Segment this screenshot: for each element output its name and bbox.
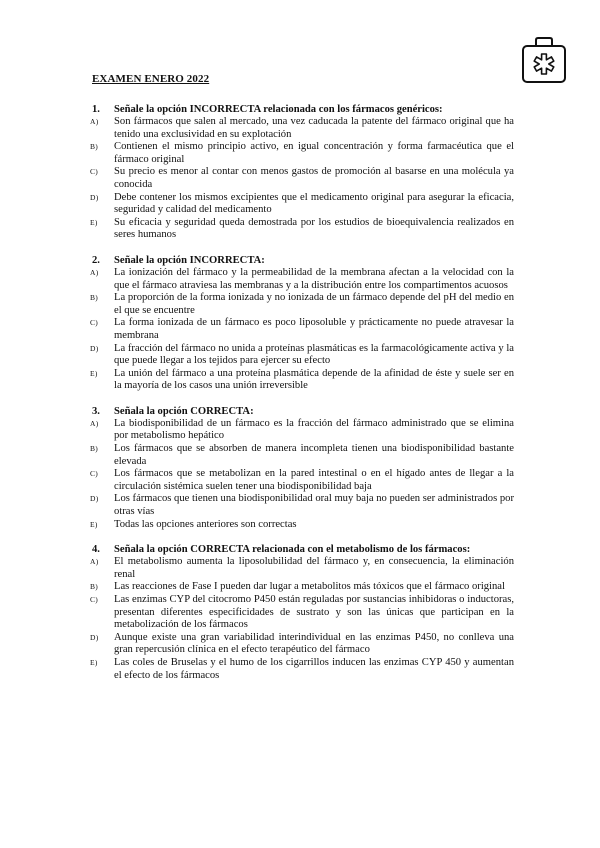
option-text: Las coles de Bruselas y el humo de los cigarrillos inducen las enzimas CYP 450 y aumentan el efecto de los fármacos xyxy=(114,656,514,681)
question-1 xyxy=(92,103,514,242)
question-text: Señale la opción INCORRECTA: xyxy=(114,254,265,266)
option-a xyxy=(92,267,514,292)
question-number: 4. xyxy=(92,544,100,556)
option-letter: D) xyxy=(90,192,99,202)
option-a xyxy=(92,418,514,443)
option-text: Su precio es menor al contar con menos gastos de promoción al basarse en una molécula ya conocida xyxy=(114,166,514,190)
option-letter: D) xyxy=(90,632,99,642)
option-letter: E) xyxy=(90,368,98,378)
option-a xyxy=(92,116,514,141)
option-text: Aunque existe una gran variabilidad interindividual en las enzimas P450, no conlleva una gran repercusión clínica en el efecto terapéutico del fármaco xyxy=(114,631,514,656)
option-text: Las enzimas CYP del citocromo P450 están reguladas por sustancias inhibidoras o inductoras, presentan diferentes especificidades de sustrato y son las únicas que participan en la metabolización de los fármacos xyxy=(114,594,514,631)
option-letter: B) xyxy=(90,582,99,592)
option-d xyxy=(92,192,514,217)
question-text: Señala la opción CORRECTA relacionada con el metabolismo de los fármacos: xyxy=(114,544,471,556)
option-letter: D) xyxy=(90,494,99,504)
option-text: Todas las opciones anteriores son correctas xyxy=(114,518,297,530)
option-text: La biodisponibilidad de un fármaco es la fracción del fármaco administrado que se elimina por metabolismo hepático xyxy=(114,417,514,442)
option-e xyxy=(92,368,514,393)
option-letter: C) xyxy=(90,318,99,328)
option-letter: B) xyxy=(90,293,99,303)
option-text: Contienen el mismo principio activo, en igual concentración y forma farmacéutica que el fármaco original xyxy=(114,141,514,165)
option-letter: E) xyxy=(90,217,98,227)
option-letter: E) xyxy=(90,519,98,529)
option-d xyxy=(92,632,514,657)
option-text: Su eficacia y seguridad queda demostrada por los estudios de bioequivalencia realizados en seres humanos xyxy=(114,216,514,241)
question-number: 2. xyxy=(92,254,100,266)
option-text: Los fármacos que se absorben de manera incompleta tienen una biodisponibilidad bastante elevada xyxy=(114,443,514,467)
question-number: 1. xyxy=(92,104,100,115)
option-text: La proporción de la forma ionizada y no ionizada de un fármaco depende del pH del medio en el que se encuentre xyxy=(114,292,514,316)
option-letter: A) xyxy=(90,418,99,428)
option-letter: A) xyxy=(90,267,99,277)
option-d xyxy=(92,343,514,368)
option-text: La unión del fármaco a una proteína plasmática depende de la afinidad de éste y suele ser en la mayoría de los casos una unión irreversible xyxy=(114,367,514,392)
question-text: Señale la opción INCORRECTA relacionada con los fármacos genéricos: xyxy=(114,104,443,115)
option-letter: C) xyxy=(90,595,99,604)
option-a xyxy=(92,556,514,581)
option-b xyxy=(92,443,514,468)
option-d xyxy=(92,493,514,518)
option-b xyxy=(92,141,514,166)
option-c xyxy=(92,594,514,632)
option-text: Las reacciones de Fase I pueden dar lugar a metabolitos más tóxicos que el fármaco original xyxy=(114,581,505,593)
question-4 xyxy=(92,543,514,682)
option-letter: B) xyxy=(90,444,99,454)
option-text: La forma ionizada de un fármaco es poco liposoluble y prácticamente no puede atravesar la membrana xyxy=(114,317,514,341)
option-text: El metabolismo aumenta la liposolubilidad del fármaco y, en consecuencia, la eliminación renal xyxy=(114,556,514,580)
option-text: Los fármacos que tienen una biodisponibilidad oral muy baja no pueden ser administrados por otras vías xyxy=(114,493,514,518)
option-text: Debe contener los mismos excipientes que el medicamento original para asegurar la eficacia, seguridad y calidad del medicamento xyxy=(114,191,514,216)
option-e xyxy=(92,217,514,242)
question-text: Señala la opción CORRECTA: xyxy=(114,405,254,417)
option-letter: C) xyxy=(90,469,99,479)
option-c xyxy=(92,468,514,493)
question-number: 3. xyxy=(92,405,100,417)
option-text: Son fármacos que salen al mercado, una vez caducada la patente del fármaco original que ha tenido una exclusividad en su explotación xyxy=(114,116,514,140)
option-text: La fracción del fármaco no unida a proteínas plasmáticas es la farmacológicamente activa y la que puede llegar a los tejidos para ejercer su efecto xyxy=(114,342,514,367)
option-c xyxy=(92,166,514,191)
medical-kit-icon xyxy=(521,36,567,84)
option-letter: B) xyxy=(90,142,99,152)
option-letter: D) xyxy=(90,343,99,353)
option-e xyxy=(92,519,514,532)
option-text: La ionización del fármaco y la permeabilidad de la membrana afectan a la velocidad con la que el fármaco atraviesa las membranas y a la distribución entre los compartimentos acuosos xyxy=(114,266,514,291)
option-letter: A) xyxy=(90,117,99,126)
option-b xyxy=(92,581,514,594)
option-b xyxy=(92,292,514,317)
question-3 xyxy=(92,405,514,531)
exam-title: EXAMEN ENERO 2022 xyxy=(92,73,210,85)
option-letter: E) xyxy=(90,657,98,667)
option-letter: A) xyxy=(90,557,99,567)
option-letter: C) xyxy=(90,167,99,177)
option-e xyxy=(92,657,514,682)
question-list xyxy=(92,103,514,694)
option-c xyxy=(92,317,514,342)
question-2 xyxy=(92,254,514,393)
option-text: Los fármacos que se metabolizan en la pared intestinal o en el hígado antes de llegar a la circulación sistémica suelen tener una biodisponibilidad baja xyxy=(114,468,514,492)
